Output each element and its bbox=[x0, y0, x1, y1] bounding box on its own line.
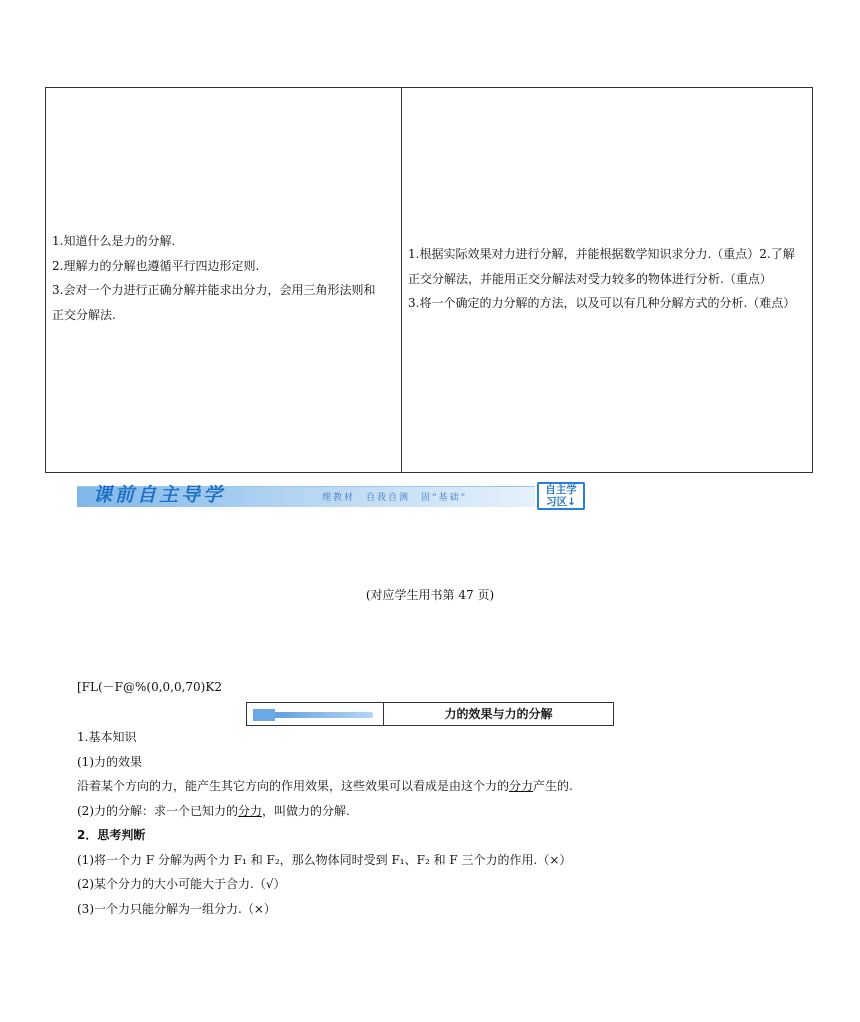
body-content bbox=[77, 725, 817, 921]
section-heading-box bbox=[246, 702, 614, 726]
judgement-item: (3)一个力只能分解为一组分力.（×） bbox=[77, 901, 276, 916]
goal-line: 正交分解法. bbox=[52, 307, 116, 322]
subheading-effect: (1)力的效果 bbox=[77, 754, 142, 769]
goals-cell-key-points bbox=[402, 88, 812, 472]
page-reference: (对应学生用书第 47 页) bbox=[365, 588, 495, 602]
decoration-tag bbox=[253, 709, 275, 721]
self-study-badge bbox=[537, 482, 585, 510]
banner-title: 课前自主导学 bbox=[93, 484, 226, 506]
text-span: ，叫做力的分解. bbox=[262, 803, 350, 818]
goal-line: 3.将一个确定的力分解的方法，以及可以有几种分解方式的分析.（难点） bbox=[408, 296, 796, 310]
learning-goals-table bbox=[45, 87, 813, 473]
banner-subtitle: 理教材 自我自测 固“基础” bbox=[322, 493, 468, 503]
goal-line: 1.知道什么是力的分解. bbox=[52, 234, 176, 248]
section-decoration bbox=[247, 703, 384, 725]
text-span: 沿着某个方向的力，能产生其它方向的作用效果，这些效果可以看成是由这个力的 bbox=[77, 779, 510, 793]
judgement-item: (2)某个分力的大小可能大于合力.（√） bbox=[77, 877, 286, 891]
fill-blank: 分力 bbox=[509, 779, 534, 793]
badge-line: 自主学 bbox=[545, 484, 577, 496]
paragraph-decomposition bbox=[77, 799, 817, 824]
goal-line: 1.根据实际效果对力进行分解，并能根据数学知识求分力.（重点）2.了解 bbox=[408, 247, 795, 261]
text-span: (2)力的分解：求一个已知力的 bbox=[77, 803, 238, 818]
format-code: [FL(－F@%(0,0,0,70)K2 bbox=[77, 680, 222, 694]
heading-judgement: 2．思考判断 bbox=[77, 828, 146, 842]
goals-cell-knowledge bbox=[46, 88, 402, 472]
badge-line: 习区↓ bbox=[546, 496, 576, 508]
judgement-item: (1)将一个力 F 分解为两个力 F₁ 和 F₂，那么物体同时受到 F₁、F₂ 和 F 三个力的作用.（×） bbox=[77, 852, 572, 867]
paragraph-effect bbox=[77, 774, 817, 799]
goal-line: 正交分解法，并能用正交分解法对受力较多的物体进行分析.（重点） bbox=[408, 271, 772, 286]
goal-line: 3.会对一个力进行正确分解并能求出分力，会用三角形法则和 bbox=[52, 283, 376, 297]
text-span: 产生的. bbox=[533, 779, 573, 793]
fill-blank: 分力 bbox=[238, 803, 263, 818]
heading-basic-knowledge: 1.基本知识 bbox=[77, 730, 137, 744]
section-title: 力的效果与力的分解 bbox=[444, 707, 553, 721]
section-banner bbox=[77, 478, 589, 512]
goal-line: 2.理解力的分解也遵循平行四边形定则. bbox=[52, 258, 260, 273]
